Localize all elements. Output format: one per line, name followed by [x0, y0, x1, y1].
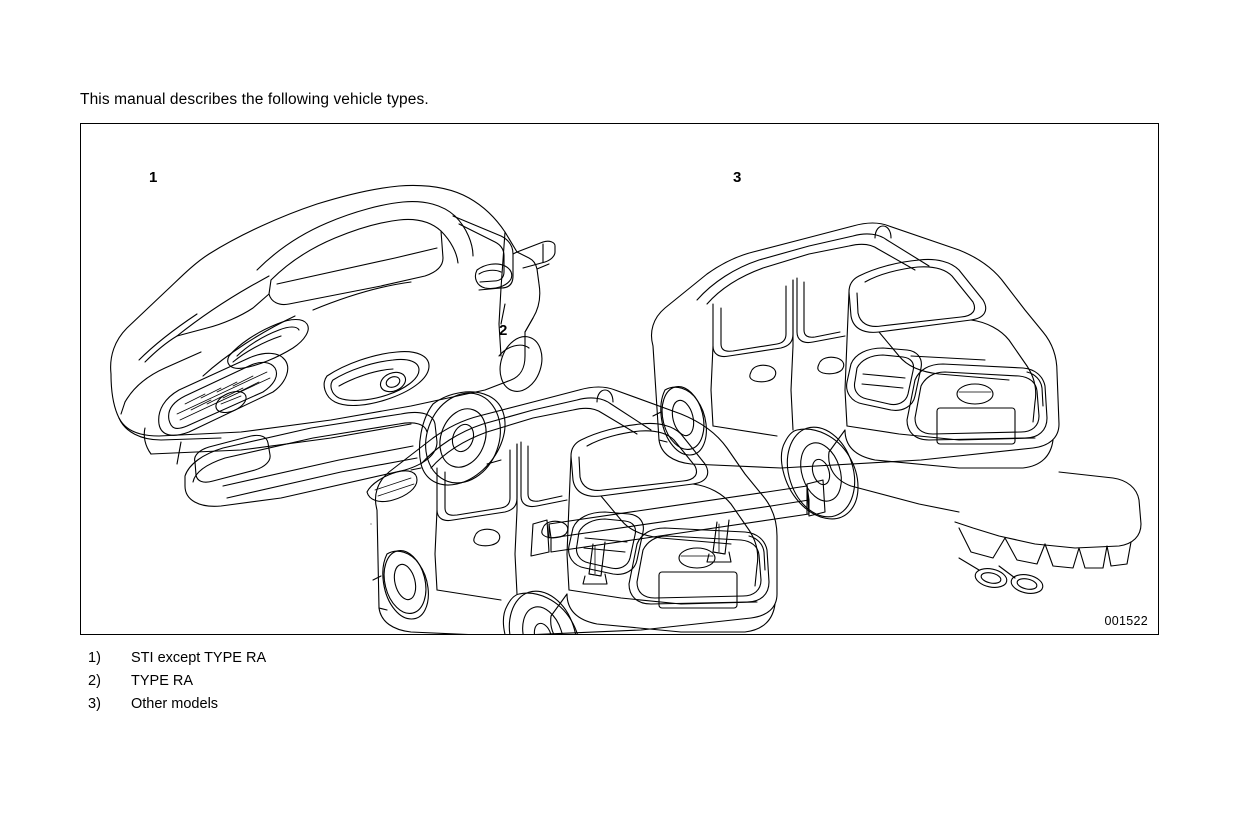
vehicle-3-artwork: [652, 223, 1142, 596]
callout-number-1: 1: [149, 169, 158, 186]
intro-paragraph: This manual describes the following vehicle types.: [80, 91, 429, 108]
list-item: [88, 673, 688, 696]
vehicle-illustrations: [81, 124, 1159, 635]
legend-number: 3): [88, 696, 101, 712]
legend-label: STI except TYPE RA: [131, 650, 267, 666]
legend-number: 2): [88, 673, 101, 689]
legend-label: Other models: [131, 696, 219, 712]
list-item: [88, 650, 688, 673]
rear-wing: [531, 480, 825, 584]
callout-number-2: 2: [499, 322, 508, 339]
legend-list: [88, 650, 688, 719]
vehicle-types-figure: [80, 123, 1159, 635]
legend-label: TYPE RA: [131, 673, 194, 689]
list-item: [88, 696, 688, 719]
callout-number-3: 3: [733, 169, 742, 186]
vehicle-1-artwork: [111, 186, 555, 507]
figure-id-code: 001522: [1104, 614, 1148, 628]
legend-number: 1): [88, 650, 101, 666]
